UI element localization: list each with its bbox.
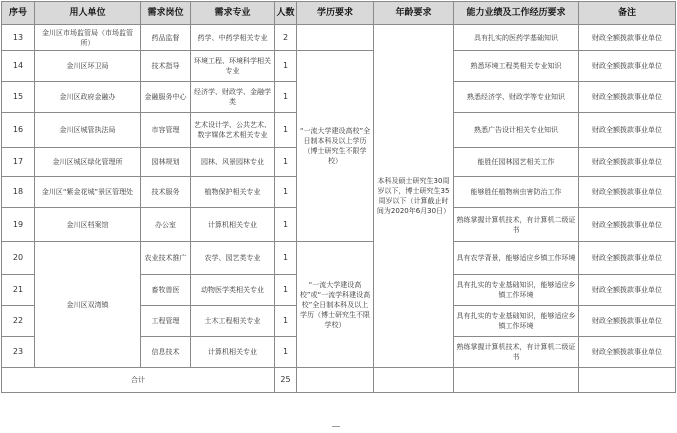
table-header-row xyxy=(2,2,676,25)
row-seq: 14 xyxy=(2,51,35,82)
row-post: 办公室 xyxy=(141,208,191,242)
row-unit: 金川区环卫局 xyxy=(35,51,141,82)
row-seq: 21 xyxy=(2,275,35,306)
row-seq: 23 xyxy=(2,337,35,368)
row-post: 园林规划 xyxy=(141,148,191,177)
row-count: 1 xyxy=(275,113,297,148)
row-unit: 金川区档案馆 xyxy=(35,208,141,242)
row-count: 2 xyxy=(275,25,297,51)
row-post: 药品监督 xyxy=(141,25,191,51)
row-unit: 金川区市场监管局（市场监管所） xyxy=(35,25,141,51)
row-remark: 财政全额拨款事业单位 xyxy=(579,306,676,337)
row-ability: 熟练掌握计算机技术，有计算机二级证书 xyxy=(454,337,579,368)
row-ability: 具有农学背景，能够适应乡镇工作环境 xyxy=(454,242,579,275)
row-post: 信息技术 xyxy=(141,337,191,368)
table-row xyxy=(2,242,676,275)
row-count: 1 xyxy=(275,337,297,368)
row-remark: 财政全额拨款事业单位 xyxy=(579,177,676,208)
total-empty-ability xyxy=(454,368,579,393)
row-major: 园林、风景园林专业 xyxy=(191,148,275,177)
total-empty-age xyxy=(374,368,454,393)
total-label: 合计 xyxy=(2,368,275,393)
row-seq: 22 xyxy=(2,306,35,337)
row-seq: 15 xyxy=(2,82,35,113)
row-count: 1 xyxy=(275,306,297,337)
total-empty-edu xyxy=(297,368,374,393)
row-remark: 财政全额拨款事业单位 xyxy=(579,148,676,177)
row-ability: 具有扎实的专业基础知识，能够适应乡镇工作环境 xyxy=(454,306,579,337)
row-count: 1 xyxy=(275,148,297,177)
row-edu xyxy=(297,25,374,51)
row-major: 药学、中药学相关专业 xyxy=(191,25,275,51)
row-unit: 金川区政府金融办 xyxy=(35,82,141,113)
row-unit: 金川区“紫金花城”景区管理处 xyxy=(35,177,141,208)
row-seq: 18 xyxy=(2,177,35,208)
header-count: 人数 xyxy=(275,2,297,25)
merged-unit-shuangwan: 金川区双湾镇 xyxy=(35,242,141,368)
row-remark: 财政全额拨款事业单位 xyxy=(579,337,676,368)
row-ability: 具有扎实的医药学基础知识 xyxy=(454,25,579,51)
row-seq: 17 xyxy=(2,148,35,177)
row-count: 1 xyxy=(275,82,297,113)
row-remark: 财政全额拨款事业单位 xyxy=(579,25,676,51)
row-major: 植物保护相关专业 xyxy=(191,177,275,208)
row-remark: 财政全额拨款事业单位 xyxy=(579,51,676,82)
header-ability: 能力业绩及工作经历要求 xyxy=(454,2,579,25)
row-ability: 熟悉环境工程类相关专业知识 xyxy=(454,51,579,82)
row-ability: 熟悉经济学、财政学等专业知识 xyxy=(454,82,579,113)
row-ability: 熟悉广告设计相关专业知识 xyxy=(454,113,579,148)
row-major: 土木工程相关专业 xyxy=(191,306,275,337)
row-remark: 财政全额拨款事业单位 xyxy=(579,242,676,275)
header-post: 需求岗位 xyxy=(141,2,191,25)
row-count: 1 xyxy=(275,242,297,275)
row-count: 1 xyxy=(275,177,297,208)
header-edu: 学历要求 xyxy=(297,2,374,25)
merged-edu-b: “一流大学建设高校”或“一流学科建设高校”全日制本科及以上学历（博士研究生不限学校） xyxy=(297,242,374,368)
row-post: 畜牧兽医 xyxy=(141,275,191,306)
header-unit: 用人单位 xyxy=(35,2,141,25)
header-seq: 序号 xyxy=(2,2,35,25)
row-major: 计算机相关专业 xyxy=(191,208,275,242)
recruitment-table xyxy=(1,1,676,393)
row-major: 计算机相关专业 xyxy=(191,337,275,368)
header-age: 年龄要求 xyxy=(374,2,454,25)
total-row xyxy=(2,368,676,393)
row-post: 农业技术推广 xyxy=(141,242,191,275)
table-row xyxy=(2,25,676,51)
row-post: 技术指导 xyxy=(141,51,191,82)
row-remark: 财政全额拨款事业单位 xyxy=(579,113,676,148)
row-seq: 16 xyxy=(2,113,35,148)
row-major: 经济学、财政学、金融学类 xyxy=(191,82,275,113)
row-post: 金融服务中心 xyxy=(141,82,191,113)
row-post: 市容管理 xyxy=(141,113,191,148)
row-unit: 金川区城管执法局 xyxy=(35,113,141,148)
row-seq: 20 xyxy=(2,242,35,275)
row-remark: 财政全额拨款事业单位 xyxy=(579,275,676,306)
merged-age: 本科及硕士研究生30周岁以下，博士研究生35周岁以下（计算截止时间为2020年6月30日） xyxy=(374,25,454,368)
row-seq: 13 xyxy=(2,25,35,51)
row-post: 工程管理 xyxy=(141,306,191,337)
page-edge-mark xyxy=(332,426,340,431)
total-count: 25 xyxy=(275,368,297,393)
row-post: 技术服务 xyxy=(141,177,191,208)
row-count: 1 xyxy=(275,275,297,306)
merged-edu-a: “一流大学建设高校”全日制本科及以上学历（博士研究生不限学校） xyxy=(297,51,374,242)
row-count: 1 xyxy=(275,208,297,242)
row-major: 环境工程、环境科学相关专业 xyxy=(191,51,275,82)
row-remark: 财政全额拨款事业单位 xyxy=(579,208,676,242)
row-ability: 能够胜任植物病虫害防治工作 xyxy=(454,177,579,208)
row-ability: 具有扎实的专业基础知识，能够适应乡镇工作环境 xyxy=(454,275,579,306)
row-seq: 19 xyxy=(2,208,35,242)
table-row xyxy=(2,51,676,82)
row-ability: 熟练掌握计算机技术，有计算机二级证书 xyxy=(454,208,579,242)
row-major: 动物医学类相关专业 xyxy=(191,275,275,306)
total-empty-remark xyxy=(579,368,676,393)
row-major: 农学、园艺类专业 xyxy=(191,242,275,275)
header-major: 需求专业 xyxy=(191,2,275,25)
row-unit: 金川区城区绿化管理所 xyxy=(35,148,141,177)
row-remark: 财政全额拨款事业单位 xyxy=(579,82,676,113)
row-ability: 能胜任园林园艺相关工作 xyxy=(454,148,579,177)
header-remark: 备注 xyxy=(579,2,676,25)
row-count: 1 xyxy=(275,51,297,82)
row-major: 艺术设计学、公共艺术、数字媒体艺术相关专业 xyxy=(191,113,275,148)
